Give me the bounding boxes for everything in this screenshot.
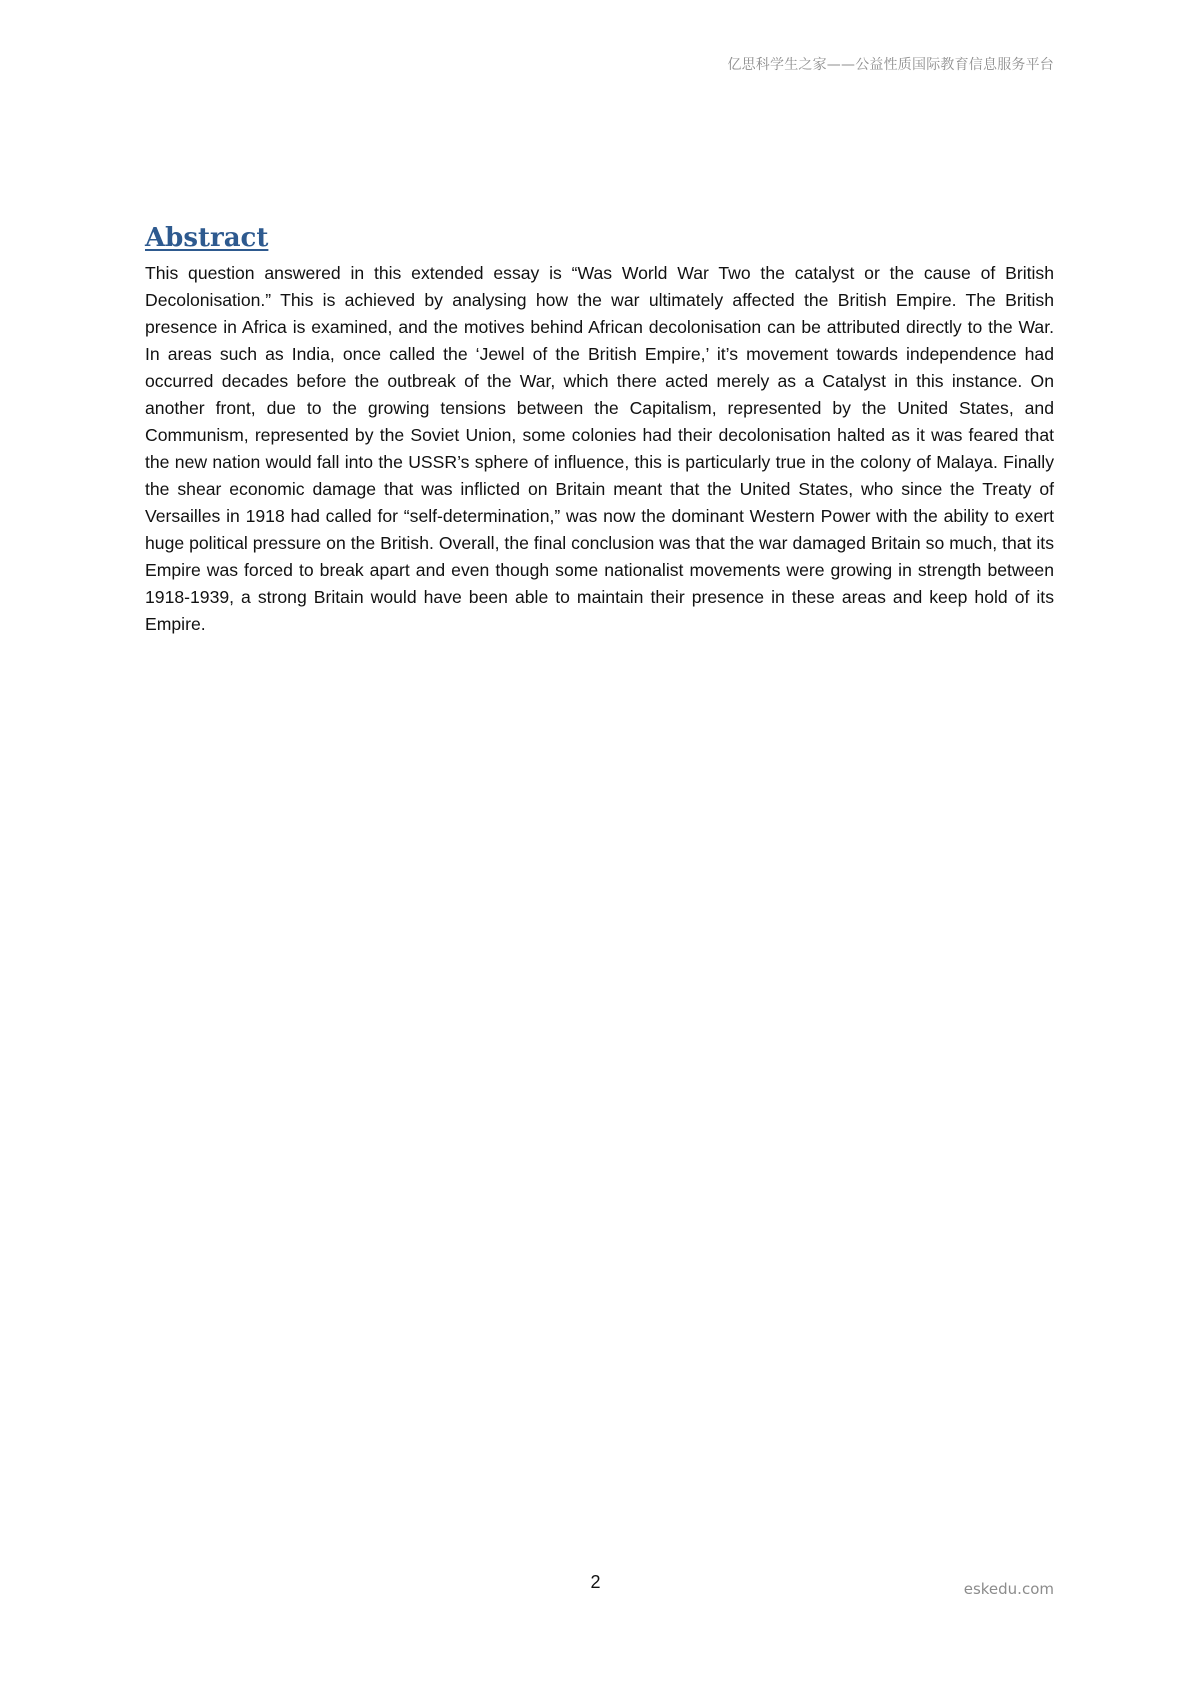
footer-site-name: eskedu.com — [963, 1580, 1054, 1598]
abstract-heading: Abstract — [145, 223, 269, 253]
header-banner: 亿思科学生之家——公益性质国际教育信息服务平台 — [727, 57, 1054, 73]
abstract-body: This question answered in this extended essay is “Was World War Two the catalyst or the cause of British Decolonisation.” This is achieved by analysing how the war ultimately affected the British Empire. The British presence in Africa is examined, and the motives behind African decolonisation can be attributed directly to the War. In areas such as India, once called the ‘Jewel of the British Empire,’ it’s movement towards independence had occurred decades before the outbreak of the War, which there acted merely as a Catalyst in this instance. On another front, due to the growing tensions between the Capitalism, represented by the United States, and Communism, represented by the Soviet Union, some colonies had their decolonisation halted as it was feared that the new nation would fall into the USSR’s sphere of influence, this is particularly true in the colony of Malaya. Finally the shear economic damage that was inflicted on Britain meant that the United States, who since the Treaty of Versailles in 1918 had called for “self-determination,” was now the dominant Western Power with the ability to exert huge political pressure on the British. Overall, the final conclusion was that the war damaged Britain so much, that its Empire was forced to break apart and even though some nationalist movements were growing in strength between 1918-1939, a strong Britain would have been able to maintain their presence in these areas and keep hold of its Empire. — [145, 263, 1054, 634]
abstract-section — [145, 222, 1054, 638]
page-number: 2 — [590, 1572, 601, 1592]
